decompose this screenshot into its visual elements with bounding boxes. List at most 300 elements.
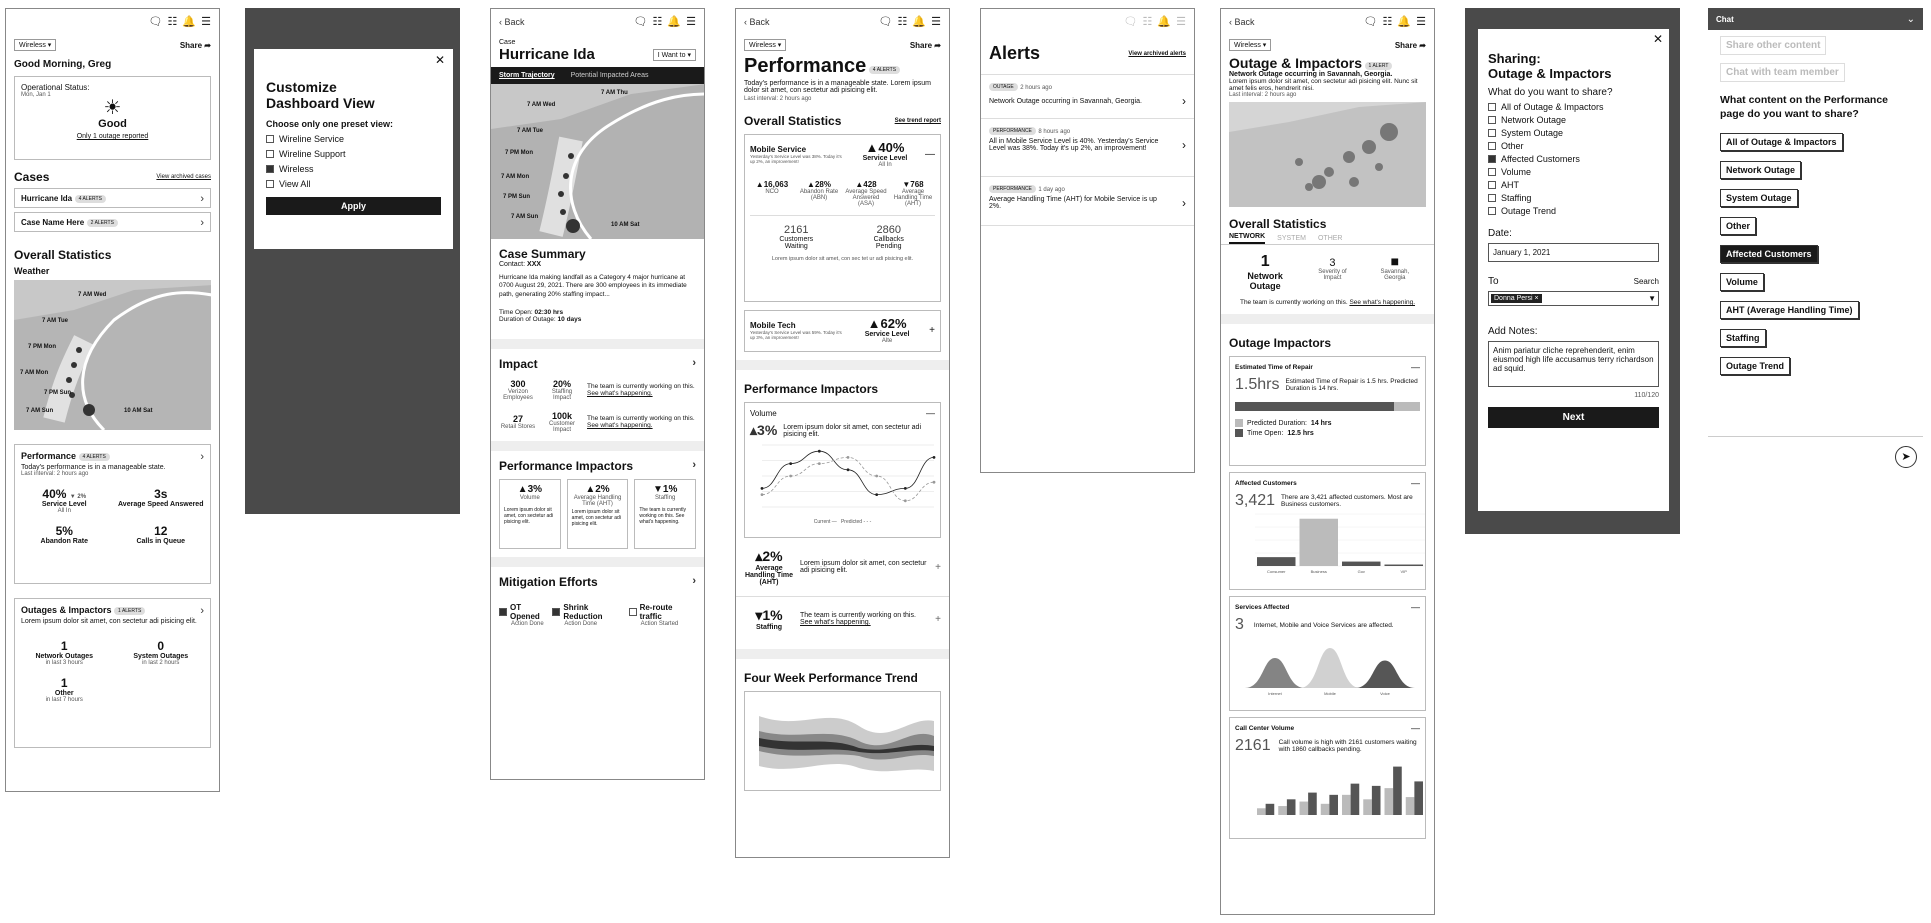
share-content-option[interactable]: Outage Trend [1720, 357, 1790, 375]
alert-time: 8 hours ago [1038, 129, 1071, 135]
staffing-impactor[interactable]: ▾1% Staffing The team is currently working on this. See what's happening. + [736, 597, 949, 641]
mitigation-label: Re-route traffic [639, 603, 673, 622]
location-stat [1375, 253, 1415, 291]
bell-icon[interactable]: 🔔 [912, 15, 927, 28]
data-point [818, 450, 821, 453]
topbar [981, 9, 1194, 35]
checkbox[interactable] [1488, 194, 1496, 202]
duration-value: 10 days [557, 316, 582, 324]
case-summary [491, 239, 704, 331]
alert-badge: 2 ALERTS [87, 219, 118, 227]
ms-note: Yesterday's Service Level was 38%. Today it's up 2%, an improvement! [750, 153, 842, 164]
page-title: Outage & Impactors [1229, 55, 1363, 71]
preset-option[interactable] [266, 164, 441, 174]
share-content-option[interactable]: Other [1720, 217, 1756, 235]
share-option[interactable] [1488, 154, 1659, 164]
map-label: 7 AM Tue [42, 318, 69, 324]
share-button[interactable]: Share ➦ [909, 40, 941, 50]
outages-title: Outages & Impactors [21, 605, 112, 615]
map-label: 7 AM Sun [26, 408, 54, 414]
option-label: Wireline Service [279, 134, 345, 144]
bar [1372, 786, 1381, 815]
call-center-card[interactable] [1229, 717, 1426, 839]
impact-note: The team is currently working on this. [587, 415, 695, 423]
menu-icon[interactable]: ☰ [201, 15, 211, 28]
action-select[interactable]: I Want to ▾ [653, 49, 696, 61]
mobile-tech-card[interactable]: Mobile Tech Yesterday's Service Level was 59%. Today it's up 3%, an improvement! ▲62% Service Level Alte + [744, 310, 941, 352]
impactor-text: Lorem ipsum dolor sit amet, con sectetur adi pisicing elit. [571, 509, 621, 528]
chat-team-member-button[interactable]: Chat with team member [1720, 63, 1845, 82]
share-option[interactable] [1488, 115, 1659, 125]
outage-map[interactable] [1229, 102, 1426, 207]
summary-text: Hurricane Ida making landfall as a Category 4 major hurricane at 0700 August 29, 2021. There are 300 employees in its immediate path, generating 20% staffing impact... [499, 274, 687, 298]
stat-value: 1 [60, 639, 68, 653]
case-title: Hurricane Ida [499, 46, 595, 63]
checkbox[interactable] [1488, 142, 1496, 150]
impact-row [499, 411, 696, 433]
direction-icon: ▼ [653, 484, 663, 496]
chat-icon[interactable]: 🗨 [878, 15, 893, 28]
share-option[interactable] [1488, 206, 1659, 216]
close-icon[interactable]: ✕ [434, 53, 445, 67]
mitigation-section[interactable] [491, 575, 704, 627]
outage-subtitle: Network Outage occurring in Savannah, Georgia. [1229, 71, 1393, 78]
tick-label: Consumer [1267, 569, 1286, 574]
customize-overlay [245, 8, 460, 514]
stat-label: System Outages [133, 653, 189, 660]
share-options [1488, 102, 1659, 216]
next-button[interactable]: Next [1488, 407, 1659, 428]
chevron-down-icon[interactable]: ⌄ [1906, 13, 1915, 25]
back-button[interactable]: ‹ Back [744, 17, 770, 27]
area-internet [1245, 658, 1305, 688]
share-content-option[interactable]: Network Outage [1720, 161, 1801, 179]
checkbox-checked[interactable] [266, 165, 274, 173]
stat-value: 2161 [784, 224, 809, 236]
notes-icon[interactable]: ☷ [1142, 15, 1153, 28]
map-label: 7 PM Sun [503, 194, 531, 200]
region-select[interactable]: Wireless ▾ [14, 39, 56, 51]
chevron-right-icon: › [1182, 196, 1186, 210]
checkbox[interactable] [266, 135, 274, 143]
staff-label: Staffing [755, 624, 783, 631]
map-label: 7 AM Thu [601, 90, 628, 96]
stat-label: Abandon Rate (ABN) [799, 189, 839, 201]
menu-icon[interactable]: ☰ [1416, 15, 1426, 28]
bar [1278, 806, 1287, 815]
call-title: Call Center Volume [1235, 724, 1295, 732]
date-field[interactable]: January 1, 2021 [1488, 243, 1659, 262]
checkbox[interactable] [1488, 103, 1496, 111]
share-content-option[interactable]: Affected Customers [1720, 245, 1818, 263]
menu-icon[interactable]: ☰ [931, 15, 941, 28]
bar [1414, 781, 1423, 815]
collapse-icon[interactable]: — [1411, 602, 1420, 612]
legend-swatch [1235, 419, 1243, 427]
duration-label: Duration of Outage: [499, 316, 556, 324]
impactor-card[interactable] [567, 479, 629, 549]
mobile-tech-title: Mobile Tech [750, 320, 796, 330]
trend-card[interactable] [744, 691, 941, 791]
network-outage-stat [1240, 253, 1290, 291]
alert-item[interactable] [981, 176, 1194, 226]
performance-card[interactable] [14, 444, 211, 584]
case-item[interactable] [14, 188, 211, 208]
weather-map[interactable] [14, 280, 211, 430]
region-select[interactable]: Wireless ▾ [1229, 39, 1271, 51]
back-button[interactable]: ‹ Back [499, 17, 525, 27]
data-point [818, 462, 821, 465]
dashboard-screen [5, 8, 220, 792]
checkbox[interactable] [266, 150, 274, 158]
alert-badge: 4 ALERTS [869, 66, 900, 74]
case-item[interactable] [14, 212, 211, 232]
last-interval: Last interval: 2 hours ago [1229, 92, 1297, 98]
mitigation-label: OT Opened [510, 603, 540, 622]
impact-value: 100k [551, 411, 573, 422]
tick-label: Mobile [1324, 691, 1336, 696]
outages-card[interactable] [14, 598, 211, 748]
impact-label: Staffing Impact [551, 389, 573, 402]
whats-happening-link[interactable]: See what's happening. [587, 390, 653, 398]
close-icon[interactable]: ✕ [1652, 32, 1663, 46]
alert-badge: 4 ALERTS [79, 453, 110, 461]
collapse-icon[interactable]: — [924, 148, 935, 160]
perf-text: Today's performance is in a manageable state. [21, 464, 166, 471]
share-option[interactable] [1488, 141, 1659, 151]
ms-sub: All In [878, 162, 892, 168]
bar [1321, 804, 1330, 815]
chevron-right-icon: › [200, 451, 204, 463]
checkbox[interactable] [1488, 116, 1496, 124]
etr-progress-bar [1235, 402, 1420, 411]
expand-icon[interactable]: + [935, 561, 941, 573]
cust-title: Affected Customers [1235, 479, 1297, 487]
working-text: The team is currently working on this. [1239, 299, 1348, 306]
impactors-section[interactable] [491, 459, 704, 549]
preset-option[interactable] [266, 134, 441, 144]
impact-row [499, 379, 696, 401]
share-option[interactable] [1488, 167, 1659, 177]
collapse-icon[interactable]: — [1411, 723, 1420, 733]
share-option[interactable] [1488, 193, 1659, 203]
outage-map-svg [1229, 102, 1426, 207]
option-label: Volume [1501, 167, 1532, 177]
outage-intro: Lorem ipsum dolor sit amet, con sectetur adi pisicing elit. Nunc sit amet felis eros, hendrerit nisi. [1229, 78, 1418, 92]
mitigation-item [629, 603, 696, 627]
impactor-card[interactable] [499, 479, 561, 549]
map-label: 7 AM Wed [78, 292, 107, 298]
tab-other[interactable]: OTHER [1317, 235, 1343, 242]
checkbox[interactable] [629, 608, 637, 616]
data-point [933, 481, 936, 484]
stat-value: 2860 [876, 224, 901, 236]
bar [1351, 784, 1360, 815]
share-button[interactable]: Share ➦ [179, 40, 211, 50]
bell-icon[interactable]: 🔔 [667, 15, 682, 28]
direction-icon: ▲ [755, 180, 764, 189]
map-tabs [491, 67, 704, 84]
stat-value: 5% [55, 524, 73, 538]
outages-text: Lorem ipsum dolor sit amet, con sectetur adi pisicing elit. [21, 618, 197, 625]
modal-title: Sharing: [1488, 51, 1541, 66]
etr-progress-fill [1235, 402, 1394, 411]
chat-icon[interactable]: 🗨 [1123, 15, 1138, 28]
share-option[interactable] [1488, 128, 1659, 138]
stat-sub: in last 7 hours [45, 697, 83, 703]
checkbox[interactable] [1488, 129, 1496, 137]
area-mobile [1300, 648, 1360, 688]
stat-value: 428 [863, 180, 877, 189]
send-icon[interactable]: ➤ [1895, 446, 1917, 468]
notes-icon[interactable]: ☷ [1382, 15, 1393, 28]
checkbox[interactable] [266, 180, 274, 188]
stat-label: Network Outages [35, 653, 94, 660]
ms-stat [891, 180, 935, 207]
checkbox[interactable] [1488, 168, 1496, 176]
map-label: 7 AM Tue [517, 128, 544, 134]
impact-label: Retail Stores [500, 424, 536, 431]
etr-value: 1.5hrs [1235, 376, 1280, 393]
stat-sub: in last 2 hours [142, 660, 180, 666]
notes-icon[interactable]: ☷ [652, 15, 663, 28]
time-open-label: Time Open: [499, 309, 533, 317]
share-button[interactable]: Share ➦ [1394, 40, 1426, 50]
whats-happening-link[interactable]: See what's happening. [587, 422, 653, 430]
impactor-label: Staffing [655, 495, 676, 502]
impactor-card[interactable] [634, 479, 696, 549]
archived-cases-link[interactable]: View archived cases [156, 174, 211, 180]
bar [1266, 804, 1275, 815]
legend-current: Current [813, 519, 831, 525]
bar [1287, 799, 1296, 815]
tab-network[interactable]: NETWORK [1229, 233, 1265, 244]
staff-value: 1% [762, 607, 783, 623]
chat-icon[interactable]: 🗨 [633, 15, 648, 28]
volume-card[interactable]: Volume — ▴3% Lorem ipsum dolor sit amet, con sectetur adi pisicing elit. Current — Predicted - - - [744, 402, 941, 538]
stat-sub: in last 3 hours [45, 660, 83, 666]
customize-modal [254, 49, 453, 249]
volume-label: Volume [750, 408, 777, 418]
collapse-icon[interactable]: — [1411, 478, 1420, 488]
map-label: 7 AM Mon [20, 370, 49, 376]
dropdown-arrow-icon[interactable]: ▼ [1648, 294, 1656, 303]
impact-label: Verizon Employees [503, 389, 533, 402]
notes-textarea[interactable]: Anim pariatur cliche reprehenderit, enim eiusmod high life accusamus terry richardson ad squid. [1488, 341, 1659, 387]
alert-badge: 1 ALERT [1365, 62, 1393, 70]
stat-label: Other [54, 690, 74, 697]
topbar [6, 9, 219, 35]
whats-happening-link[interactable]: See what's happening. [1349, 299, 1416, 306]
direction-icon: ▲ [585, 484, 596, 496]
share-content-option[interactable]: Volume [1720, 273, 1764, 291]
share-content-option[interactable]: Staffing [1720, 329, 1766, 347]
tab-impacted-areas[interactable]: Potential Impacted Areas [570, 72, 649, 79]
search-label[interactable]: Search [1633, 277, 1659, 286]
alert-item[interactable] [981, 74, 1194, 118]
collapse-icon[interactable]: — [926, 408, 935, 418]
volume-text: Lorem ipsum dolor sit amet, con sectetur adi pisicing elit. [783, 423, 921, 438]
customers-waiting [771, 224, 821, 250]
mt-label: Service Level [864, 331, 910, 338]
stat-value: 3 [1329, 257, 1336, 269]
alert-text: Average Handling Time (AHT) for Mobile Service is up 2%. [989, 196, 1157, 210]
apply-button[interactable]: Apply [266, 197, 441, 215]
call-text: Call volume is high with 2161 customers waiting with 1860 callbacks pending. [1278, 739, 1417, 753]
tick-label: Gov [1357, 569, 1365, 574]
checkbox-checked[interactable] [499, 608, 507, 616]
bell-icon[interactable]: 🔔 [1157, 15, 1172, 28]
chat-icon[interactable]: 🗨 [148, 15, 163, 28]
share-content-option[interactable]: System Outage [1720, 189, 1798, 207]
alert-tag: PERFORMANCE [989, 127, 1036, 135]
ms-footer: Lorem ipsum dolor sit amet, con sec tet ur adi pisicing elit. [771, 256, 914, 262]
map-label: 7 PM Sun [44, 390, 72, 396]
callbacks-pending [864, 224, 914, 250]
expand-icon[interactable]: + [935, 613, 941, 625]
svc-value: 3 [1235, 616, 1244, 633]
stat-delta: ▼ 2% [69, 494, 87, 500]
notes-icon[interactable]: ☷ [167, 15, 178, 28]
overall-stats-title: Overall Statistics [744, 114, 842, 128]
bar-consumer [1257, 557, 1296, 566]
impactors-title: Performance Impactors [499, 459, 634, 474]
bar [1342, 795, 1351, 815]
stat-value: 16,063 [763, 180, 789, 189]
data-point [789, 475, 792, 478]
ms-stat [797, 180, 841, 207]
storm-map[interactable] [491, 84, 704, 239]
stat-label: Severity of Impact [1318, 269, 1347, 281]
bar [1308, 793, 1317, 815]
menu-icon[interactable]: ☰ [1176, 15, 1186, 28]
affected-customers-card[interactable] [1229, 472, 1426, 590]
checkbox-checked[interactable] [1488, 155, 1496, 163]
data-point [789, 462, 792, 465]
modal-title: Customize [266, 79, 337, 95]
back-button[interactable]: ‹ Back [1229, 17, 1255, 27]
mitigation-sub: Action Done [511, 621, 544, 628]
notes-icon[interactable]: ☷ [897, 15, 908, 28]
stat-value: 3s [154, 487, 168, 501]
other-outages-stat [21, 676, 108, 703]
ms-stat [750, 180, 794, 207]
impactors-title: Performance Impactors [744, 382, 879, 396]
whats-happening-link[interactable]: See what's happening. [800, 619, 871, 626]
to-label: To [1488, 276, 1499, 287]
recipient-field[interactable] [1488, 291, 1659, 306]
ms-label: Service Level [862, 155, 908, 162]
stat-label: Customers Waiting [779, 236, 814, 250]
svc-title: Services Affected [1235, 603, 1290, 611]
share-other-content-button[interactable]: Share other content [1720, 36, 1826, 55]
outage-reported-link[interactable]: Only 1 outage reported [76, 133, 149, 140]
stat-label: Abandon Rate [40, 538, 88, 545]
weather-label: Weather [14, 266, 50, 276]
system-outages-stat [118, 639, 205, 666]
checkbox-checked[interactable] [552, 608, 560, 616]
data-point [904, 499, 907, 502]
bell-icon[interactable]: 🔔 [182, 15, 197, 28]
data-point [761, 487, 764, 490]
impact-value: 300 [510, 379, 526, 390]
services-affected-card[interactable] [1229, 596, 1426, 711]
mobile-service-title: Mobile Service [750, 144, 807, 154]
chevron-right-icon: › [692, 357, 696, 370]
preset-option[interactable] [266, 149, 441, 159]
tick-label: Voice [1380, 691, 1390, 696]
stat-label: Savannah, Georgia [1380, 269, 1410, 281]
impact-section[interactable] [491, 357, 704, 433]
chat-header[interactable] [1708, 8, 1923, 30]
volume-value: 3% [757, 422, 778, 438]
etr-card[interactable] [1229, 356, 1426, 466]
back-label: Back [749, 17, 770, 27]
trend-report-link[interactable]: See trend report [894, 118, 941, 124]
alert-item[interactable] [981, 118, 1194, 176]
collapse-icon[interactable]: — [1411, 362, 1420, 372]
bar [1329, 795, 1338, 815]
share-content-option[interactable]: AHT (Average Handling Time) [1720, 301, 1859, 319]
share-option[interactable] [1488, 180, 1659, 190]
case-name: Case Name Here [21, 218, 85, 227]
region-select[interactable]: Wireless ▾ [744, 39, 786, 51]
staff-text: The team is currently working on this. [800, 612, 916, 619]
share-content-option[interactable]: All of Outage & Impactors [1720, 133, 1843, 151]
tab-storm-trajectory[interactable]: Storm Trajectory [499, 72, 555, 79]
sharing-modal [1478, 29, 1669, 511]
preset-option[interactable] [266, 179, 441, 189]
outage-screen [1220, 8, 1435, 915]
aht-text: Lorem ipsum dolor sit amet, con sectetur adi pisicing elit. [800, 560, 927, 574]
data-point [875, 475, 878, 478]
data-point [847, 468, 850, 471]
back-label: Back [1234, 17, 1255, 27]
bar [1300, 802, 1309, 815]
aht-impactor[interactable]: ▴2% Average Handling Time (AHT) Lorem ipsum dolor sit amet, con sectetur adi pisicing elit. + [736, 538, 949, 597]
chat-icon[interactable]: 🗨 [1363, 15, 1378, 28]
back-label: Back [504, 17, 525, 27]
bar [1363, 799, 1372, 815]
op-status-value: Good [98, 118, 127, 130]
greeting: Good Morning, Greg [14, 59, 112, 70]
tab-system[interactable]: SYSTEM [1277, 235, 1306, 242]
expand-icon[interactable]: + [929, 324, 935, 336]
archived-alerts-link[interactable]: View archived alerts [1128, 50, 1186, 57]
mobile-service-card[interactable]: Mobile Service Yesterday's Service Level was 38%. Today it's up 2%, an improvement! ▲40% Service Level All In — ▲16,063 NCO ▲28% Abandon Rate (ABN) ▲428 Average Speed Answered (ASA) ▼768 Average Handling Time (AHT) 2161 Customers Waiting 2860 Callbacks Pending Lorem ipsum dolor sit amet, con sec tet ur adi pisicing elit. [744, 134, 941, 302]
menu-icon[interactable]: ☰ [686, 15, 696, 28]
option-label: Wireline Support [279, 149, 346, 159]
impactor-text: Lorem ipsum dolor sit amet, con sectetur adi pisicing elit. [504, 507, 554, 526]
trend-stream-chart [749, 696, 939, 786]
share-option[interactable] [1488, 102, 1659, 112]
aht-label: Average Handling Time (AHT) [744, 565, 794, 586]
map-label: 10 AM Sat [124, 408, 153, 414]
option-label: Outage Trend [1501, 206, 1557, 216]
perf-intro: Today's performance is in a manageable state. Lorem ipsum dolor sit amet, con sectetur adi pisicing elit. [744, 80, 931, 94]
checkbox[interactable] [1488, 207, 1496, 215]
bar [1406, 797, 1415, 815]
mitigation-item [499, 603, 552, 627]
map-label: 10 AM Sat [611, 222, 640, 228]
bell-icon[interactable]: 🔔 [1397, 15, 1412, 28]
recipient-chip[interactable]: Donna Persi × [1491, 294, 1542, 303]
checkbox[interactable] [1488, 181, 1496, 189]
calls-in-queue-stat [118, 524, 205, 545]
map-label: 7 AM Mon [501, 174, 530, 180]
data-point [933, 456, 936, 459]
overall-stats-title: Overall Statistics [14, 248, 112, 262]
